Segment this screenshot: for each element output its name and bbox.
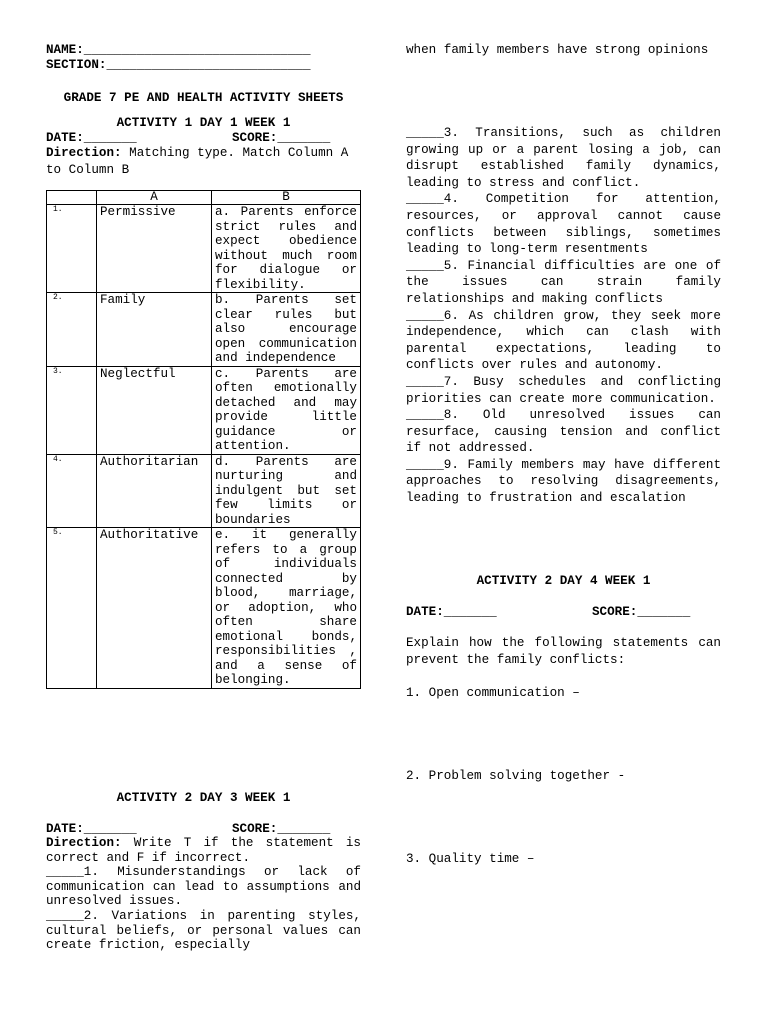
date-label: DATE: <box>46 131 84 145</box>
name-blank: ______________________________ <box>83 43 311 57</box>
column-a-term: Authoritative <box>97 528 212 689</box>
row-number: 2. <box>47 293 97 367</box>
score-label: SCORE: <box>232 131 278 145</box>
activity2-day4-heading: ACTIVITY 2 DAY 4 WEEK 1 <box>476 574 651 588</box>
question-1: 1. Open communication – <box>406 686 580 700</box>
table-header-row <box>47 191 361 205</box>
tf-item: _____1. Misunderstandings or lack of communication can lead to assumptions and unresolved issues. <box>46 865 361 909</box>
tf-item: _____4. Competition for attention, resources, or approval cannot cause conflicts between siblings, sometimes leading to long-term resentments <box>406 192 721 257</box>
matching-table <box>46 190 361 689</box>
table-row <box>47 293 361 367</box>
direction-label: Direction: <box>46 146 122 160</box>
section-line <box>46 57 311 74</box>
date-label: DATE: <box>406 605 444 619</box>
activity2-day3-heading: ACTIVITY 2 DAY 3 WEEK 1 <box>116 791 291 805</box>
name-label: NAME: <box>46 43 84 57</box>
score-label: SCORE: <box>232 822 278 836</box>
row-number: 4. <box>47 454 97 528</box>
date-label: DATE: <box>46 822 84 836</box>
tf-item: _____7. Busy schedules and conflicting priorities can create more communication. <box>406 374 721 406</box>
column-a-header: A <box>97 191 212 205</box>
direction-label: Direction: <box>46 836 122 850</box>
tf-item: _____3. Transitions, such as children growing up or a parent losing a job, can disrupt established family dynamics, leading to stress and conflict. <box>406 126 721 190</box>
score-blank: _______ <box>277 131 331 145</box>
row-number: 1. <box>47 205 97 293</box>
true-false-right <box>406 125 721 507</box>
direction-text: Write T if the statement is correct and F if incorrect. <box>46 836 361 865</box>
tf-item: _____5. Financial difficulties are one of the issues can strain family relationships and making conflicts <box>406 258 721 306</box>
score-blank: _______ <box>277 822 331 836</box>
date-blank: _______ <box>83 822 137 836</box>
tf-item: _____2. Variations in parenting styles, cultural beliefs, or personal values can create friction, especially <box>46 908 361 953</box>
page-title: GRADE 7 PE AND HEALTH ACTIVITY SHEETS <box>63 91 344 105</box>
column-a-term: Family <box>97 293 212 367</box>
direction-line <box>46 836 361 865</box>
num-header <box>47 191 97 205</box>
activity2-day4-score <box>592 604 690 621</box>
score-label: SCORE: <box>592 605 638 619</box>
table-row <box>47 366 361 454</box>
tf-item-continued: when family members have strong opinions <box>406 43 709 57</box>
date-blank: _______ <box>83 131 137 145</box>
column-b-definition: c. Parents are often emotionally detached and may provide little guidance or attention. <box>212 366 361 454</box>
table-row <box>47 205 361 293</box>
column-a-term: Authoritarian <box>97 454 212 528</box>
row-number: 5. <box>47 528 97 689</box>
column-b-definition: b. Parents set clear rules but also encourage open communication and independence <box>212 293 361 367</box>
activity1-heading: ACTIVITY 1 DAY 1 WEEK 1 <box>116 116 291 130</box>
tf-item: _____6. As children grow, they seek more independence, which can clash with parental expectations, leading to conflicts over rules and autonomy. <box>406 308 721 373</box>
tf-item: _____9. Family members may have different approaches to resolving disagreements, leading to frustration and escalation <box>406 457 721 506</box>
row-number: 3. <box>47 366 97 454</box>
activity2-day4-date <box>406 604 497 621</box>
question-2: 2. Problem solving together - <box>406 769 626 783</box>
column-a-term: Neglectful <box>97 366 212 454</box>
activity1-direction <box>46 145 361 178</box>
true-false-right-top <box>406 42 721 59</box>
column-b-definition: a. Parents enforce strict rules and expect obedience without much room for dialogue or flexibility. <box>212 205 361 293</box>
question-3: 3. Quality time – <box>406 852 535 866</box>
column-a-term: Permissive <box>97 205 212 293</box>
direction-text: Matching type. Match Column A to Column B <box>46 146 349 177</box>
table-row <box>47 454 361 528</box>
score-blank: _______ <box>637 605 691 619</box>
column-b-definition: d. Parents are nurturing and indulgent but set few limits or boundaries <box>212 454 361 528</box>
table-row <box>47 528 361 689</box>
true-false-left <box>46 836 361 953</box>
column-b-definition: e. it generally refers to a group of individuals connected by blood, marriage, or adoption, who often share emotional bonds, responsibilities , and a sense of belonging. <box>212 528 361 689</box>
tf-item: _____8. Old unresolved issues can resurface, causing tension and conflict if not addressed. <box>406 408 721 456</box>
date-blank: _______ <box>443 605 497 619</box>
instruction-text: Explain how the following statements can prevent the family conflicts: <box>406 636 721 667</box>
column-b-header: B <box>212 191 361 205</box>
section-label: SECTION: <box>46 58 107 72</box>
section-blank: ___________________________ <box>106 58 311 72</box>
